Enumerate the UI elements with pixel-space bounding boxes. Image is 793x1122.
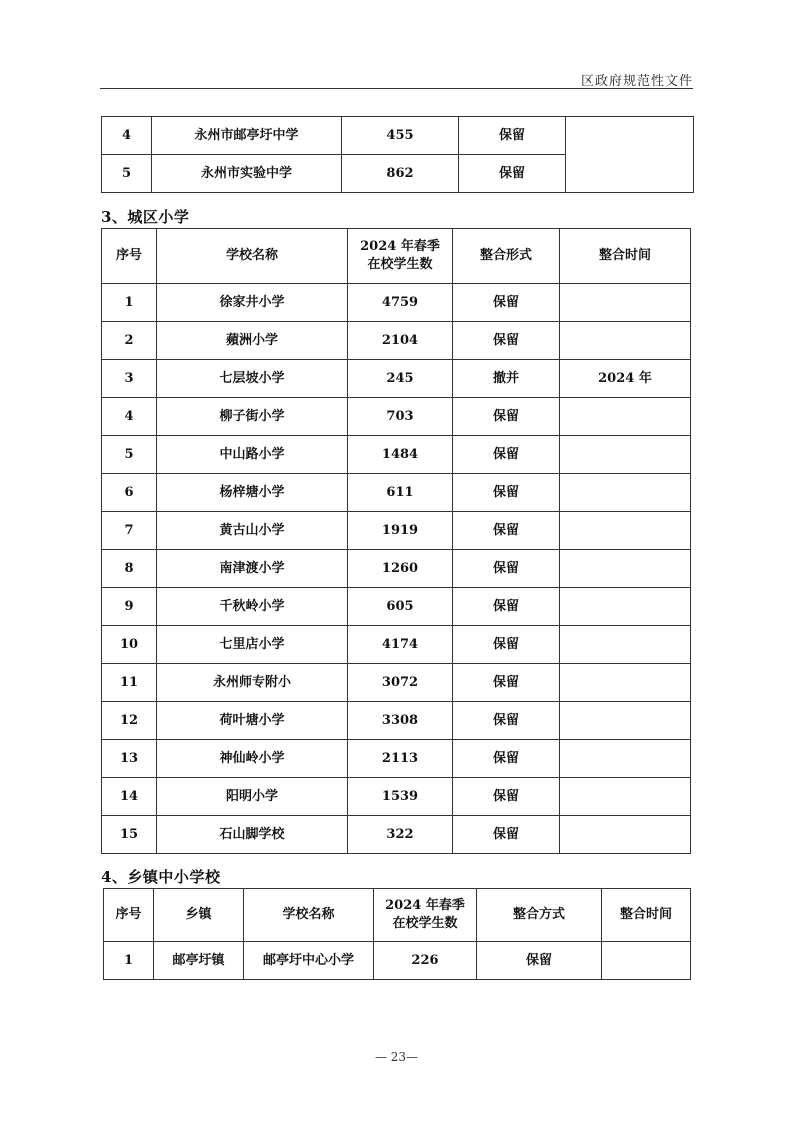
student-count-cell: 4759 — [348, 284, 453, 322]
school-name-cell: 南津渡小学 — [157, 550, 348, 588]
row-number-cell: 2 — [102, 322, 157, 360]
student-count-cell: 3308 — [348, 702, 453, 740]
school-name-cell: 蘋洲小学 — [157, 322, 348, 360]
school-name-cell: 千秋岭小学 — [157, 588, 348, 626]
school-name-cell: 神仙岭小学 — [157, 740, 348, 778]
integration-time-cell — [560, 550, 691, 588]
integration-time-cell — [560, 474, 691, 512]
school-name-cell: 荷叶塘小学 — [157, 702, 348, 740]
table-row — [102, 360, 691, 398]
row-number-cell: 12 — [102, 702, 157, 740]
school-name-cell: 徐家井小学 — [157, 284, 348, 322]
row-number-cell: 13 — [102, 740, 157, 778]
header-students — [348, 229, 453, 284]
integration-form-cell: 保留 — [453, 322, 560, 360]
header-town: 乡镇 — [154, 889, 244, 942]
table-row — [102, 474, 691, 512]
student-count-cell: 245 — [348, 360, 453, 398]
school-name-cell: 黄古山小学 — [157, 512, 348, 550]
student-count-cell: 3072 — [348, 664, 453, 702]
header-students-line1: 2024 年春季 — [385, 898, 465, 913]
school-name-cell: 邮亭圩中心小学 — [244, 942, 374, 980]
table-header-row — [104, 889, 691, 942]
student-count-cell: 2104 — [348, 322, 453, 360]
row-number-cell: 15 — [102, 816, 157, 854]
integration-form-cell: 保留 — [459, 117, 566, 155]
header-integration-form: 整合形式 — [453, 229, 560, 284]
integration-time-cell — [560, 322, 691, 360]
integration-form-cell: 保留 — [453, 740, 560, 778]
table-row — [102, 322, 691, 360]
row-number-cell: 8 — [102, 550, 157, 588]
row-number-cell: 4 — [102, 117, 152, 155]
student-count-cell: 1484 — [348, 436, 453, 474]
table-row — [104, 942, 691, 980]
row-number-cell: 5 — [102, 155, 152, 193]
school-name-cell: 杨梓塘小学 — [157, 474, 348, 512]
header-school-name: 学校名称 — [157, 229, 348, 284]
header-integration-time: 整合时间 — [560, 229, 691, 284]
integration-time-cell — [566, 117, 694, 193]
student-count-cell: 611 — [348, 474, 453, 512]
school-name-cell: 柳子街小学 — [157, 398, 348, 436]
document-category-label: 区政府规范性文件 — [580, 74, 693, 89]
continued-middle-school-table — [101, 116, 694, 193]
student-count-cell: 226 — [374, 942, 477, 980]
header-divider — [100, 88, 693, 89]
integration-method-cell: 保留 — [477, 942, 602, 980]
integration-time-cell — [560, 816, 691, 854]
table-row — [102, 550, 691, 588]
row-number-cell: 6 — [102, 474, 157, 512]
header-students — [374, 889, 477, 942]
integration-time-cell — [560, 664, 691, 702]
integration-form-cell: 保留 — [453, 588, 560, 626]
row-number-cell: 14 — [102, 778, 157, 816]
student-count-cell: 605 — [348, 588, 453, 626]
integration-form-cell: 保留 — [453, 512, 560, 550]
integration-form-cell: 保留 — [453, 626, 560, 664]
row-number-cell: 7 — [102, 512, 157, 550]
integration-form-cell: 撤并 — [453, 360, 560, 398]
table-row — [102, 398, 691, 436]
integration-time-cell — [560, 398, 691, 436]
section-title-urban-primary: 3、城区小学 — [101, 208, 190, 226]
student-count-cell: 455 — [342, 117, 459, 155]
header-students-line2: 在校学生数 — [367, 257, 433, 272]
table-row — [102, 117, 694, 155]
school-name-cell: 阳明小学 — [157, 778, 348, 816]
table-row — [102, 702, 691, 740]
integration-form-cell: 保留 — [453, 474, 560, 512]
town-cell: 邮亭圩镇 — [154, 942, 244, 980]
township-school-table — [103, 888, 691, 980]
row-number-cell: 1 — [102, 284, 157, 322]
school-name-cell: 七里店小学 — [157, 626, 348, 664]
integration-form-cell: 保留 — [453, 702, 560, 740]
student-count-cell: 2113 — [348, 740, 453, 778]
header-no: 序号 — [104, 889, 154, 942]
school-name-cell: 永州师专附小 — [157, 664, 348, 702]
integration-form-cell: 保留 — [453, 550, 560, 588]
integration-time-cell — [560, 702, 691, 740]
integration-form-cell: 保留 — [453, 664, 560, 702]
row-number-cell: 11 — [102, 664, 157, 702]
urban-primary-school-table — [101, 228, 691, 854]
table-row — [102, 588, 691, 626]
student-count-cell: 322 — [348, 816, 453, 854]
integration-form-cell: 保留 — [453, 778, 560, 816]
table-row — [102, 816, 691, 854]
row-number-cell: 4 — [102, 398, 157, 436]
school-name-cell: 永州市邮亭圩中学 — [152, 117, 342, 155]
school-name-cell: 石山脚学校 — [157, 816, 348, 854]
table-row — [102, 740, 691, 778]
school-name-cell: 七层坡小学 — [157, 360, 348, 398]
table-row — [102, 778, 691, 816]
table-row — [102, 512, 691, 550]
integration-time-cell — [560, 436, 691, 474]
integration-time-cell — [560, 284, 691, 322]
integration-time-cell: 2024 年 — [560, 360, 691, 398]
table-row — [102, 626, 691, 664]
student-count-cell: 4174 — [348, 626, 453, 664]
integration-time-cell — [560, 512, 691, 550]
integration-time-cell — [560, 778, 691, 816]
table-row — [102, 664, 691, 702]
school-name-cell: 永州市实验中学 — [152, 155, 342, 193]
header-school-name: 学校名称 — [244, 889, 374, 942]
table-row — [102, 436, 691, 474]
integration-form-cell: 保留 — [459, 155, 566, 193]
section-title-township-schools: 4、乡镇中小学校 — [101, 868, 221, 886]
header-students-line1: 2024 年春季 — [360, 239, 440, 254]
integration-form-cell: 保留 — [453, 816, 560, 854]
student-count-cell: 862 — [342, 155, 459, 193]
integration-form-cell: 保留 — [453, 284, 560, 322]
table-row — [102, 284, 691, 322]
header-integration-method: 整合方式 — [477, 889, 602, 942]
row-number-cell: 5 — [102, 436, 157, 474]
row-number-cell: 10 — [102, 626, 157, 664]
student-count-cell: 1260 — [348, 550, 453, 588]
row-number-cell: 9 — [102, 588, 157, 626]
row-number-cell: 3 — [102, 360, 157, 398]
header-no: 序号 — [102, 229, 157, 284]
integration-time-cell — [560, 740, 691, 778]
table-header-row — [102, 229, 691, 284]
integration-form-cell: 保留 — [453, 398, 560, 436]
student-count-cell: 1539 — [348, 778, 453, 816]
student-count-cell: 703 — [348, 398, 453, 436]
school-name-cell: 中山路小学 — [157, 436, 348, 474]
header-integration-time: 整合时间 — [602, 889, 691, 942]
integration-time-cell — [560, 626, 691, 664]
integration-time-cell — [602, 942, 691, 980]
header-students-line2: 在校学生数 — [392, 916, 458, 931]
row-number-cell: 1 — [104, 942, 154, 980]
student-count-cell: 1919 — [348, 512, 453, 550]
integration-form-cell: 保留 — [453, 436, 560, 474]
integration-time-cell — [560, 588, 691, 626]
page-number: — 23— — [374, 1050, 419, 1064]
